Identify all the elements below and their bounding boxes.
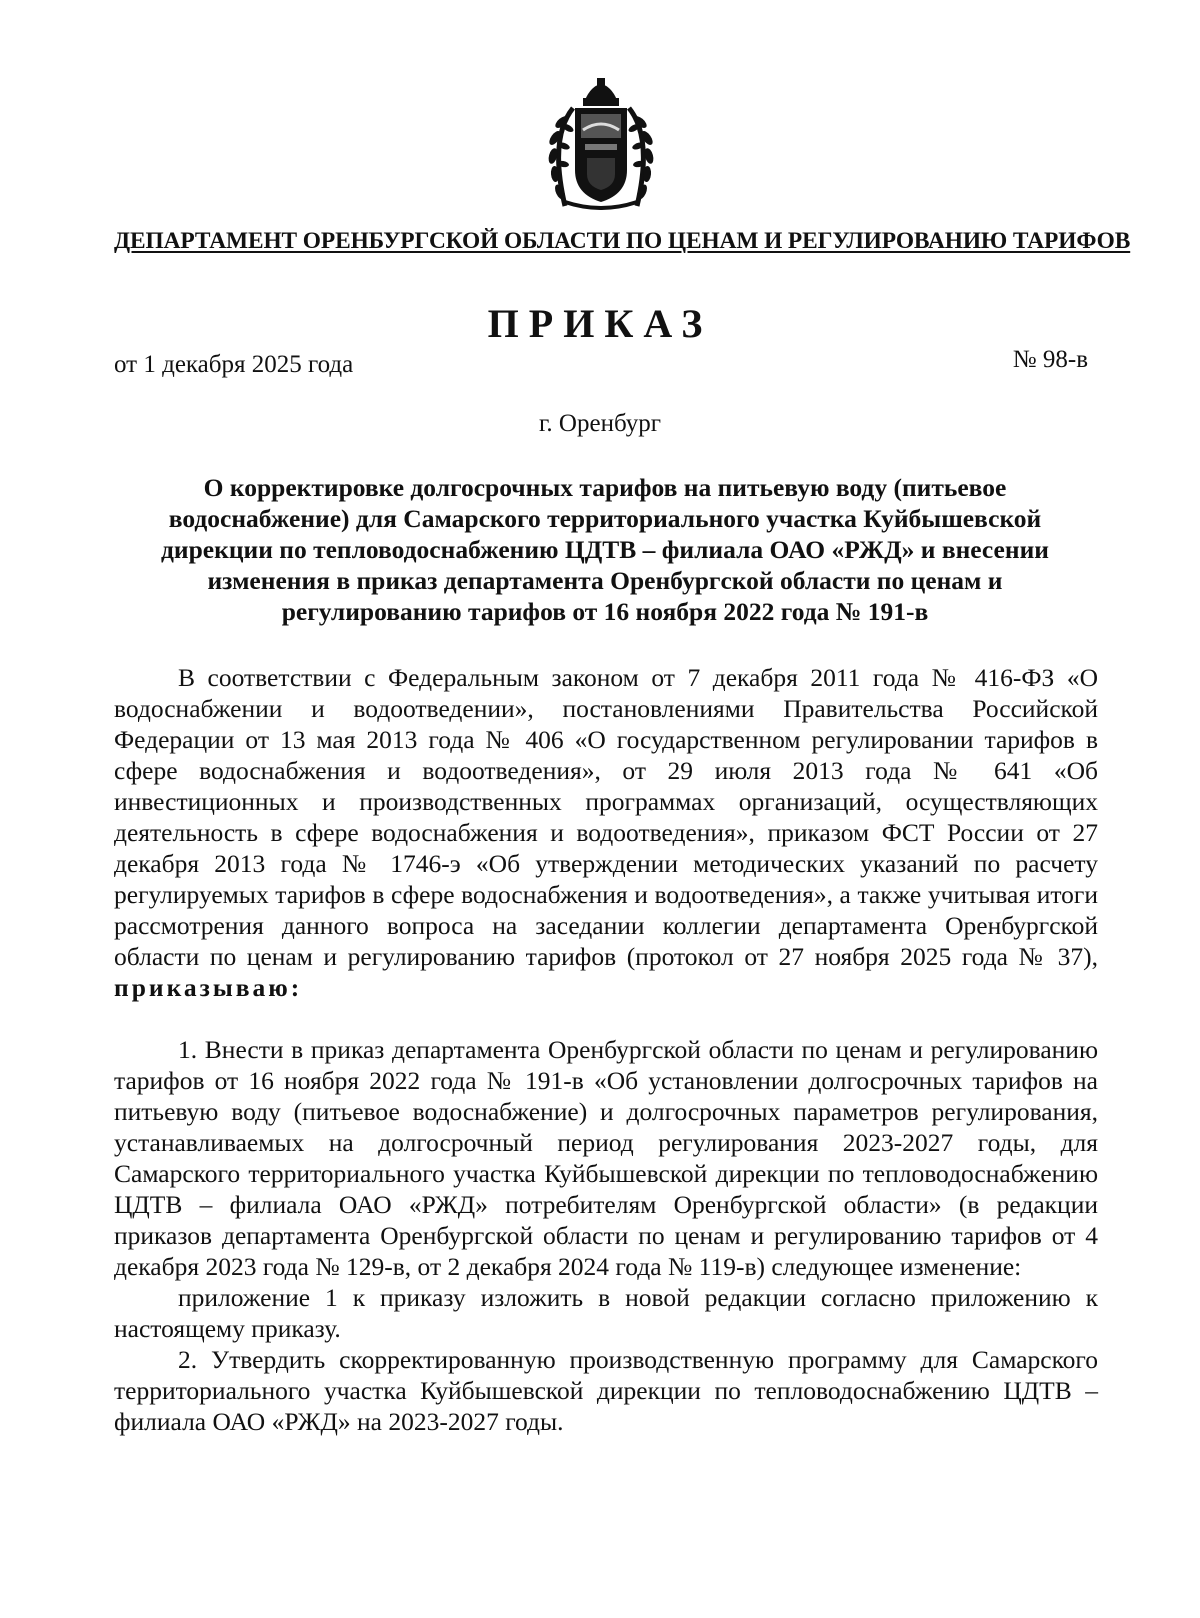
department-name: ДЕПАРТАМЕНТ ОРЕНБУРГСКОЙ ОБЛАСТИ ПО ЦЕНАМ И РЕГУЛИРОВАНИЮ ТАРИФОВ [114,228,1131,254]
item-2-paragraph: 2. Утвердить скорректированную производственную программу для Самарского территориального участка Куйбышевской дирекции по тепловодоснабжению ЦДТВ – филиала ОАО «РЖД» на 2023-2027 годы. [114,1345,1098,1436]
item-1-sub-paragraph: приложение 1 к приказу изложить в новой редакции согласно приложению к настоящему приказу. [114,1283,1098,1343]
coat-of-arms-icon [535,78,667,210]
preamble-paragraph [114,662,1098,1003]
document-number: № 98-в [1012,346,1088,373]
document-date: от 1 декабря 2025 года [114,351,354,378]
document-title: О корректировке долгосрочных тарифов на питьевую воду (питьевое водоснабжение) для Самарского территориального участка Куйбышевской дирекции по тепловодоснабжению ЦДТВ – филиала ОАО «РЖД» и внесении изменения в приказ департамента Оренбургской области по ценам и регулированию тарифов от 16 ноября 2022 года № 191-в [161,473,1049,626]
item-1-paragraph: 1. Внести в приказ департамента Оренбургской области по ценам и регулированию тарифов от 16 ноября 2022 года № 191-в «Об установлении долгосрочных тарифов на питьевую воду (питьевое водоснабжение) и долгосрочных параметров регулирования, устанавливаемых на долгосрочный период регулирования 2023-2027 годы, для Самарского территориального участка Куйбышевской дирекции по тепловодоснабжению ЦДТВ – филиала ОАО «РЖД» потребителям Оренбургской области» (в редакции приказов департамента Оренбургской области по ценам и регулированию тарифов от 4 декабря 2023 года № 129-в, от 2 декабря 2024 года № 119-в) следующее изменение: [114,1035,1098,1281]
preamble-text: В соответствии с Федеральным законом от 7 декабря 2011 года № 416-ФЗ «О водоснабжении и водоотведении», постановлениями Правительства Российской Федерации от 13 мая 2013 года № 406 «О государственном регулировании тарифов в сфере водоснабжения и водоотведения», от 29 июля 2013 года № 641 «Об инвестиционных и производственных программах организаций, осуществляющих деятельность в сфере водоснабжения и водоотведения», приказом ФСТ России от 27 декабря 2013 года № 1746-э «Об утверждении методических указаний по расчету регулируемых тарифов в сфере водоснабжения и водоотведения», а также учитывая итоги рассмотрения данного вопроса на заседании коллегии департамента Оренбургской области по ценам и регулированию тарифов (протокол от 27 ноября 2025 года № 37), [114,663,1098,971]
order-word: приказываю: [114,973,303,1002]
document-type-heading: ПРИКАЗ [487,301,713,346]
document-city: г. Оренбург [539,410,661,437]
document-body [114,662,1098,1437]
